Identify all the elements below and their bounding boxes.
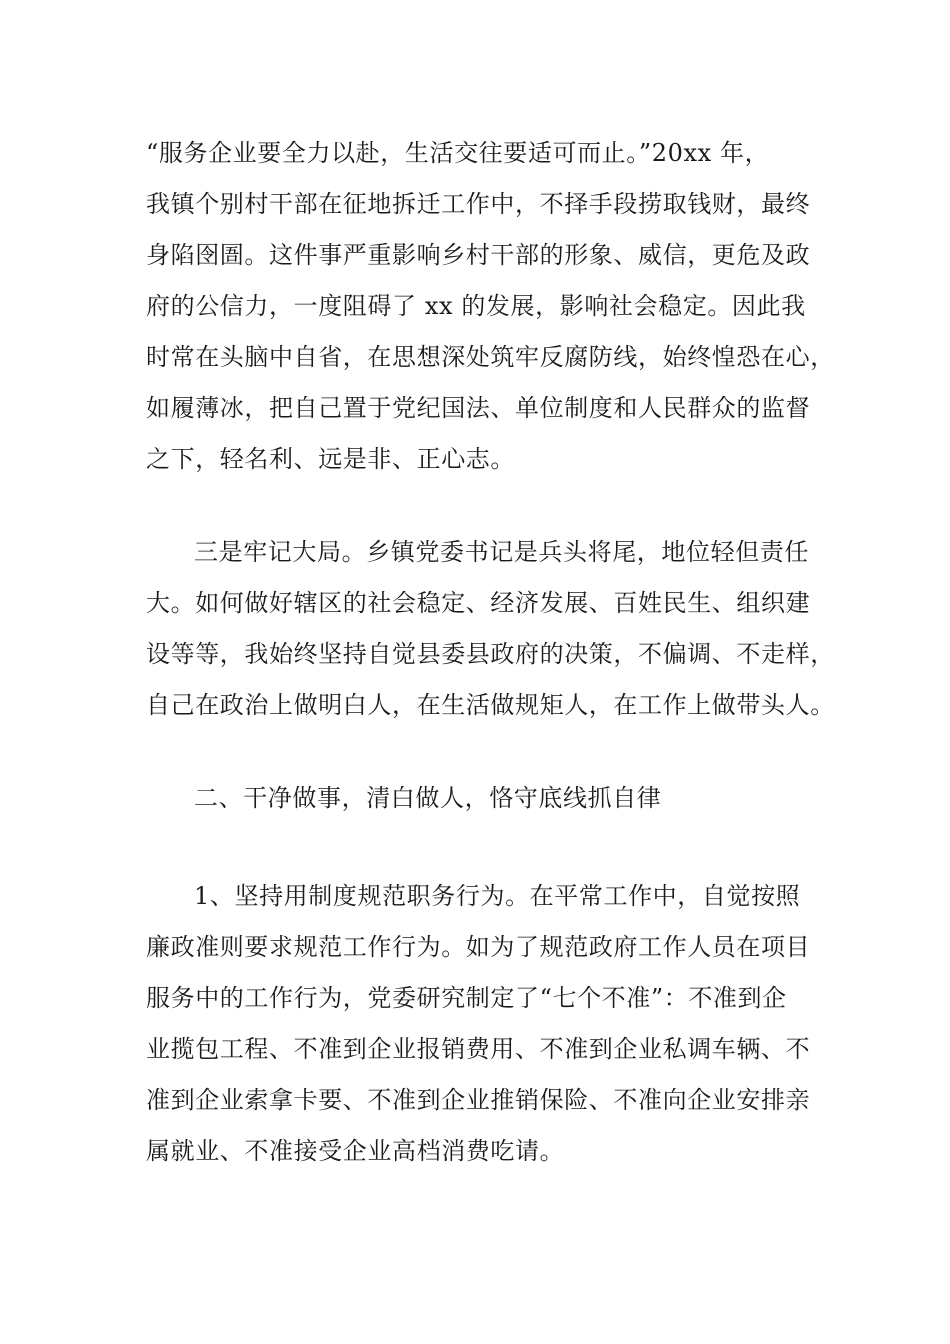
text-line: 准到企业索拿卡要、不准到企业推销保险、不准向企业安排亲 [146,1086,811,1114]
text-line: 如履薄冰，把自己置于党纪国法、单位制度和人民群众的监督 [146,394,811,422]
text-line: 业揽包工程、不准到企业报销费用、不准到企业私调车辆、不 [146,1035,811,1063]
heading-text: 二、干净做事，清白做人，恪守底线抓自律 [194,784,662,812]
section-heading [146,773,826,824]
text-line: 时常在头脑中自省，在思想深处筑牢反腐防线，始终惶恐在心， [146,343,835,371]
text-line: 之下，轻名利、远是非、正心志。 [146,445,515,473]
text-line: 大。如何做好辖区的社会稳定、经济发展、百姓民生、组织建 [146,589,811,617]
text-line: 自己在政治上做明白人，在生活做规矩人，在工作上做带头人。 [146,691,835,719]
text-line: 属就业、不准接受企业高档消费吃请。 [146,1137,565,1165]
text-line: 我镇个别村干部在征地拆迁工作中，不择手段捞取钱财，最终 [146,190,811,218]
text-line: 身陷囹圄。这件事严重影响乡村干部的形象、威信，更危及政 [146,241,811,269]
text-line: 1、坚持用制度规范职务行为。在平常工作中，自觉按照 [194,882,801,910]
text-line: 三是牢记大局。乡镇党委书记是兵头将尾，地位轻但责任 [194,538,809,566]
paragraph-system-regulation [146,871,826,1177]
text-line: “服务企业要全力以赴，生活交往要适可而止。”20xx 年， [146,139,770,167]
paragraph-service-enterprises [146,128,835,485]
text-line: 廉政准则要求规范工作行为。如为了规范政府工作人员在项目 [146,933,811,961]
text-line: 府的公信力，一度阻碍了 xx 的发展，影响社会稳定。因此我 [146,292,806,320]
paragraph-overall-situation [146,527,835,731]
text-line: 设等等，我始终坚持自觉县委县政府的决策，不偏调、不走样， [146,640,835,668]
text-line: 服务中的工作行为，党委研究制定了“七个不准”：不准到企 [146,984,787,1012]
